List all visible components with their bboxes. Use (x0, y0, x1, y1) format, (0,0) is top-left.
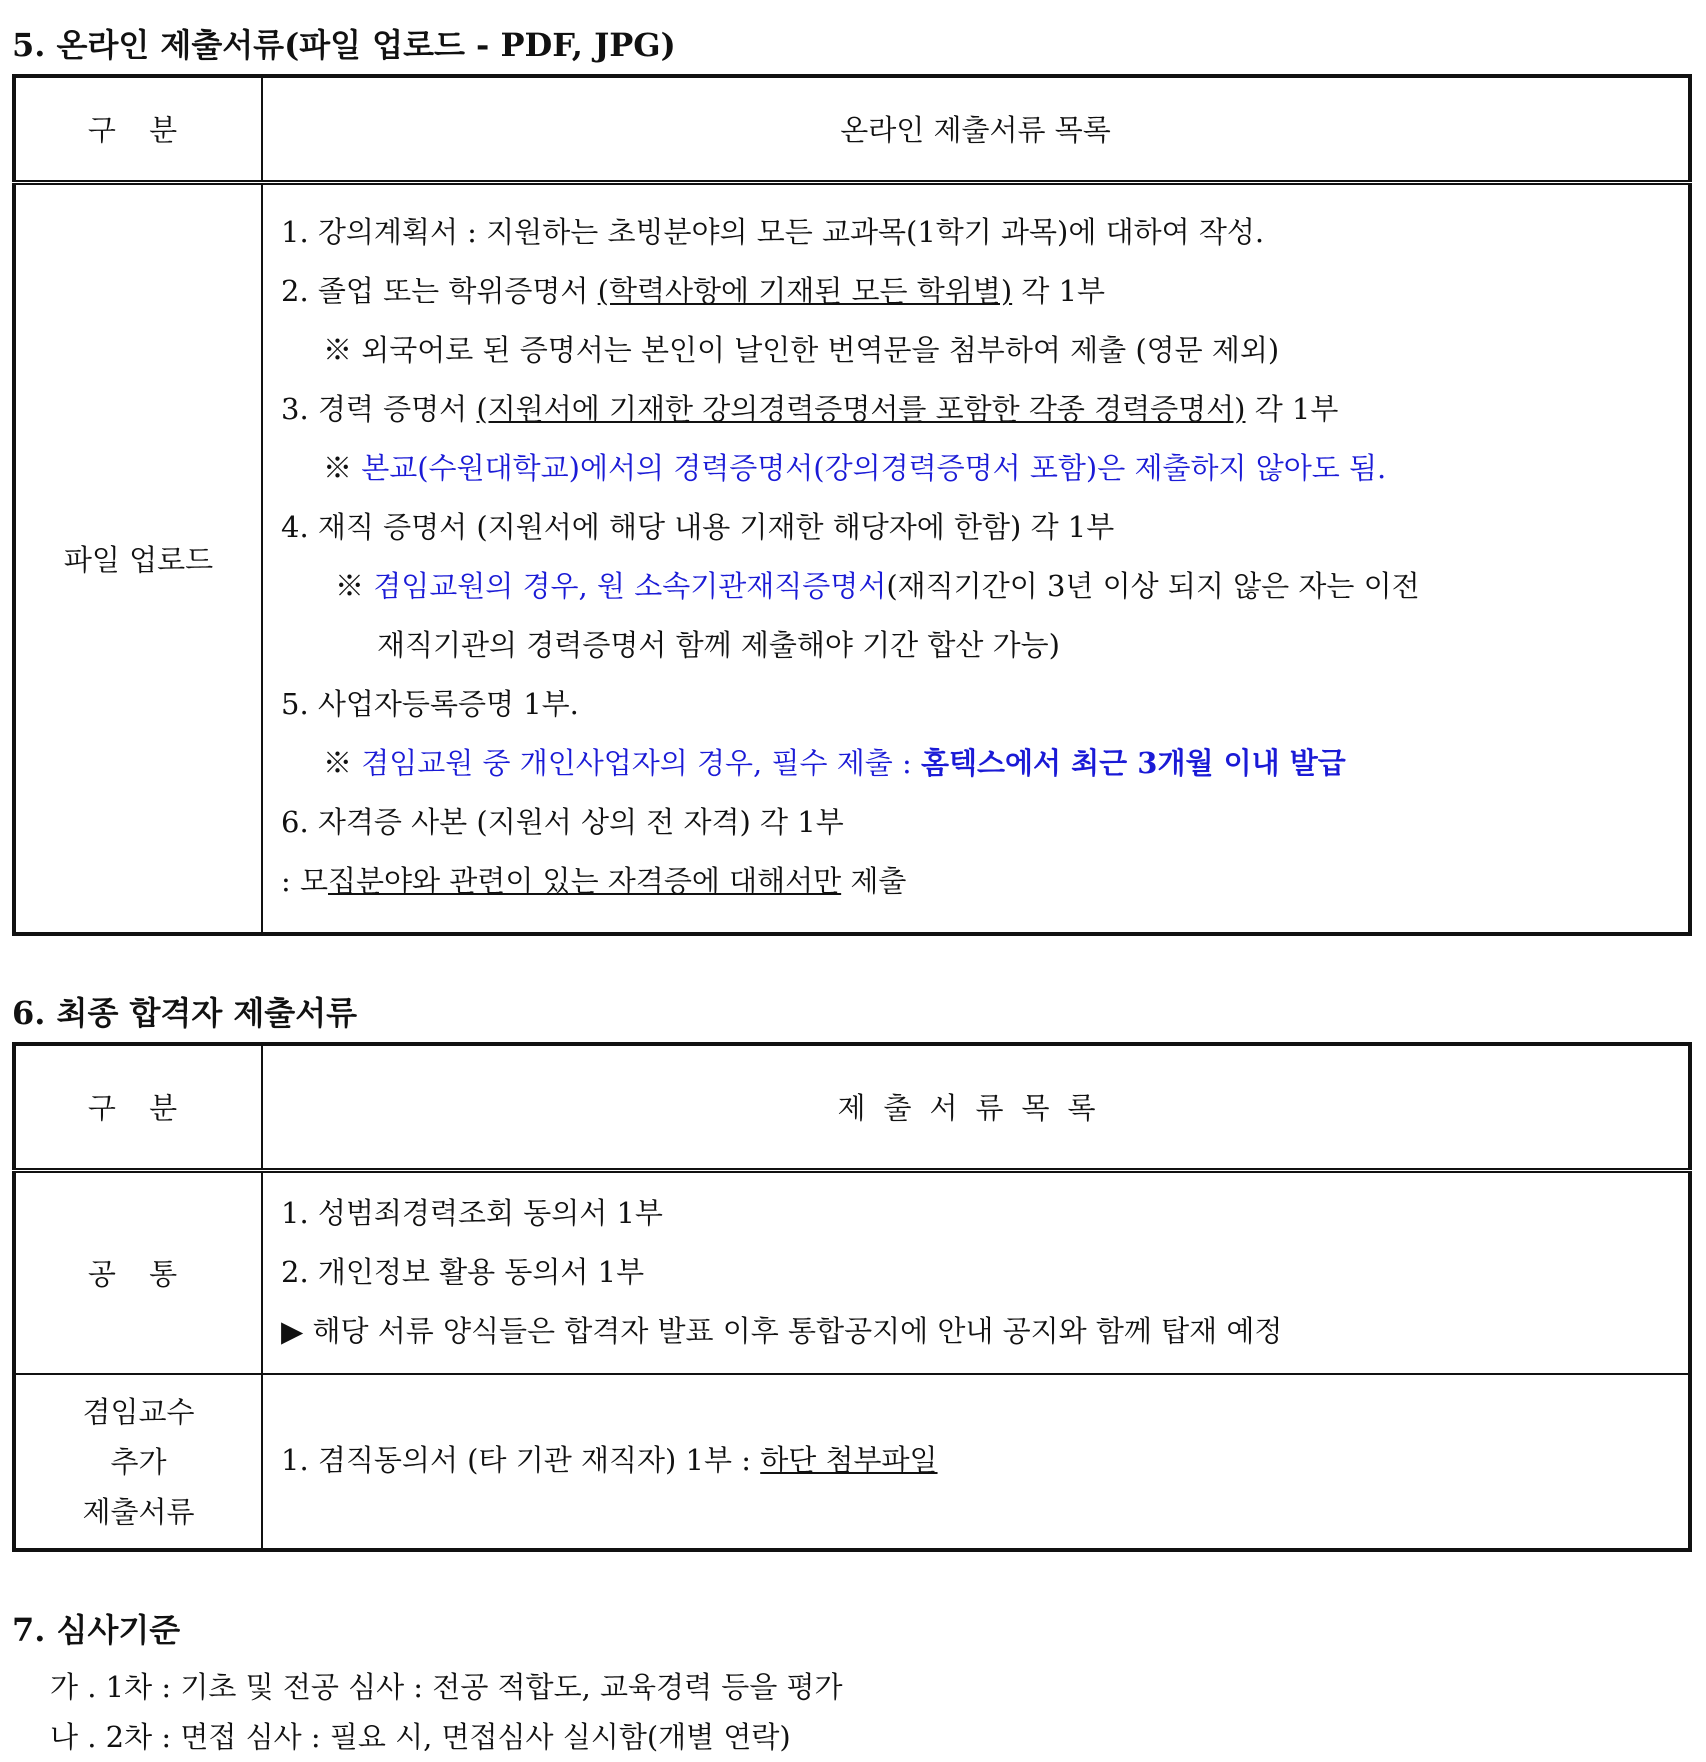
item-dual-employment-consent: 1. 겸직동의서 (타 기관 재직자) 1부 : 하단 첨부파일 (281, 1443, 938, 1477)
header-category: 구 분 (14, 76, 262, 182)
row-label-file-upload: 파일 업로드 (14, 182, 262, 934)
document-list-cell (262, 182, 1690, 934)
online-documents-table (12, 74, 1692, 936)
criteria-second-round: 나 . 2차 : 면접 심사 : 필요 시, 면접심사 실시함(개별 연락) (50, 1720, 791, 1754)
common-documents-cell (262, 1170, 1690, 1374)
item-privacy-consent: 2. 개인정보 활용 동의서 1부 (281, 1255, 645, 1290)
note-foreign-certificate: ※ 외국어로 된 증명서는 본인이 날인한 번역문을 첨부하여 제출 (영문 제외) (323, 333, 1280, 368)
item-business-registration: 5. 사업자등록증명 1부. (281, 687, 579, 722)
section5-title: 5. 온라인 제출서류(파일 업로드 - PDF, JPG) (12, 26, 676, 64)
final-documents-table (12, 1042, 1692, 1552)
row-label-adjunct: 겸임교수 추가 제출서류 (14, 1374, 262, 1550)
note-university-career: ※ 본교(수원대학교)에서의 경력증명서(강의경력증명서 포함)은 제출하지 않아도 됨. (323, 451, 1387, 486)
criteria-first-round: 가 . 1차 : 기초 및 전공 심사 : 전공 적합도, 교육경력 등을 평가 (50, 1670, 843, 1704)
header-category: 구 분 (14, 1044, 262, 1170)
item-employment-certificate: 4. 재직 증명서 (지원서에 해당 내용 기재한 해당자에 한함) 각 1부 (281, 510, 1115, 545)
section6-title: 6. 최종 합격자 제출서류 (12, 994, 358, 1032)
row-label-common: 공 통 (14, 1170, 262, 1374)
note-adjunct-employment-cont: 재직기관의 경력증명서 함께 제출해야 기간 합산 가능) (377, 628, 1060, 663)
header-document-list: 온라인 제출서류 목록 (262, 76, 1690, 182)
item-career-certificate: 3. 경력 증명서 (지원서에 기재한 강의경력증명서를 포함한 각종 경력증명서) 각 1부 (281, 392, 1339, 427)
item-license-copy: 6. 자격증 사본 (지원서 상의 전 자격) 각 1부 (281, 805, 844, 840)
note-business-registration: ※ 겸임교원 중 개인사업자의 경우, 필수 제출 : 홈텍스에서 최근 3개월 이내 발급 (323, 746, 1346, 781)
note-license-copy: : 모집분야와 관련이 있는 자격증에 대해서만 제출 (281, 864, 907, 899)
item-degree-certificate: 2. 졸업 또는 학위증명서 (학력사항에 기재된 모든 학위별) 각 1부 (281, 274, 1106, 309)
table-row (14, 182, 1690, 934)
table-row (14, 1170, 1690, 1374)
section7-title: 7. 심사기준 (12, 1611, 181, 1649)
note-forms-upload: ▶ 해당 서류 양식들은 합격자 발표 이후 통합공지에 안내 공지와 함께 탑재 예정 (281, 1314, 1283, 1349)
note-adjunct-employment: ※ 겸임교원의 경우, 원 소속기관재직증명서(재직기간이 3년 이상 되지 않은 자는 이전 (335, 569, 1420, 604)
header-document-list: 제출서류목록 (262, 1044, 1690, 1170)
attachment-link[interactable]: 하단 첨부파일 (760, 1443, 938, 1477)
table-header-row (14, 76, 1690, 182)
table-header-row (14, 1044, 1690, 1170)
item-lecture-plan: 1. 강의계획서 : 지원하는 초빙분야의 모든 교과목(1학기 과목)에 대하여 작성. (281, 215, 1265, 250)
item-sex-crime-consent: 1. 성범죄경력조회 동의서 1부 (281, 1196, 663, 1231)
table-row (14, 1374, 1690, 1550)
adjunct-documents-cell (262, 1374, 1690, 1550)
